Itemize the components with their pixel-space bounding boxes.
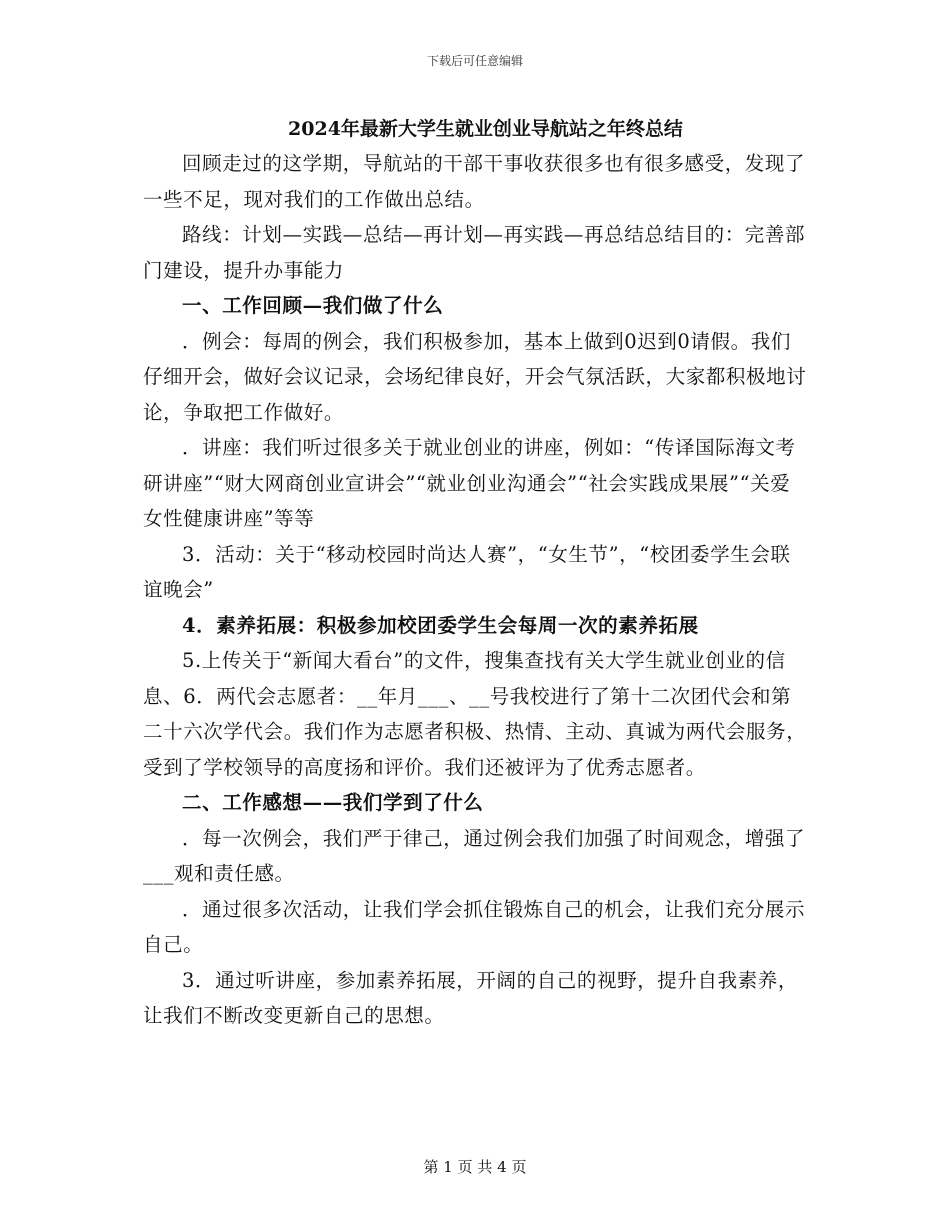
- paragraph-route: 路线：计划—实践—总结—再计划—再实践—再总结总结目的：完善部门建设，提升办事能力: [143, 223, 806, 282]
- paragraph-uploads-volunteers: 5.上传关于“新闻大看台”的文件，搜集查找有关大学生就业创业的信息、6．两代会志愿者：__年月___、__号我校进行了第十二次团代会和第二十六次学代会。我们作为志愿者积极、热情、主动、真诚为两代会服务，受到了学校领导的高度扬和评价。我们还被评为了优秀志愿者。: [143, 649, 807, 779]
- document-body: [143, 112, 808, 1034]
- paragraph-activities: 3．活动：关于“移动校园时尚达人赛”，“女生节”，“校团委学生会联谊晚会”: [143, 542, 791, 601]
- page-header: 下载后可任意编辑: [426, 54, 523, 68]
- paragraph-reflection-lectures: 3．通过听讲座，参加素养拓展，开阔的自己的视野，提升自我素养，让我们不断改变更新自己的思想。: [143, 968, 799, 1027]
- paragraph-lectures: ．讲座：我们听过很多关于就业创业的讲座，例如：“传译国际海文考研讲座”“财大网商创业宣讲会”“就业创业沟通会”“社会实践成果展”“关爱女性健康讲座”等等: [143, 436, 796, 530]
- heading-quality-expansion: 4．素养拓展：积极参加校团委学生会每周一次的素养拓展: [182, 613, 699, 637]
- document-title: 2024年最新大学生就业创业导航站之年终总结: [288, 118, 683, 140]
- paragraph-meetings: ．例会：每周的例会，我们积极参加，基本上做到0迟到0请假。我们仔细开会，做好会议记录，会场纪律良好，开会气氛活跃，大家都积极地讨论，争取把工作做好。: [143, 329, 807, 424]
- paragraph-reflection-activities: ．通过很多次活动，让我们学会抓住锻炼自己的机会，让我们充分展示自己。: [143, 897, 806, 956]
- section-heading-review: 一、工作回顾—我们做了什么: [182, 294, 444, 317]
- paragraph-reflection-meetings: ．每一次例会，我们严于律己，通过例会我们加强了时间观念，增强了___观和责任感。: [143, 826, 806, 885]
- section-heading-reflections: 二、工作感想——我们学到了什么: [182, 791, 484, 814]
- page-footer: 第 1 页 共 4 页: [423, 1158, 527, 1176]
- paragraph-intro: 回顾走过的这学期，导航站的干部干事收获很多也有很多感受，发现了一些不足，现对我们的工作做出总结。: [143, 152, 806, 211]
